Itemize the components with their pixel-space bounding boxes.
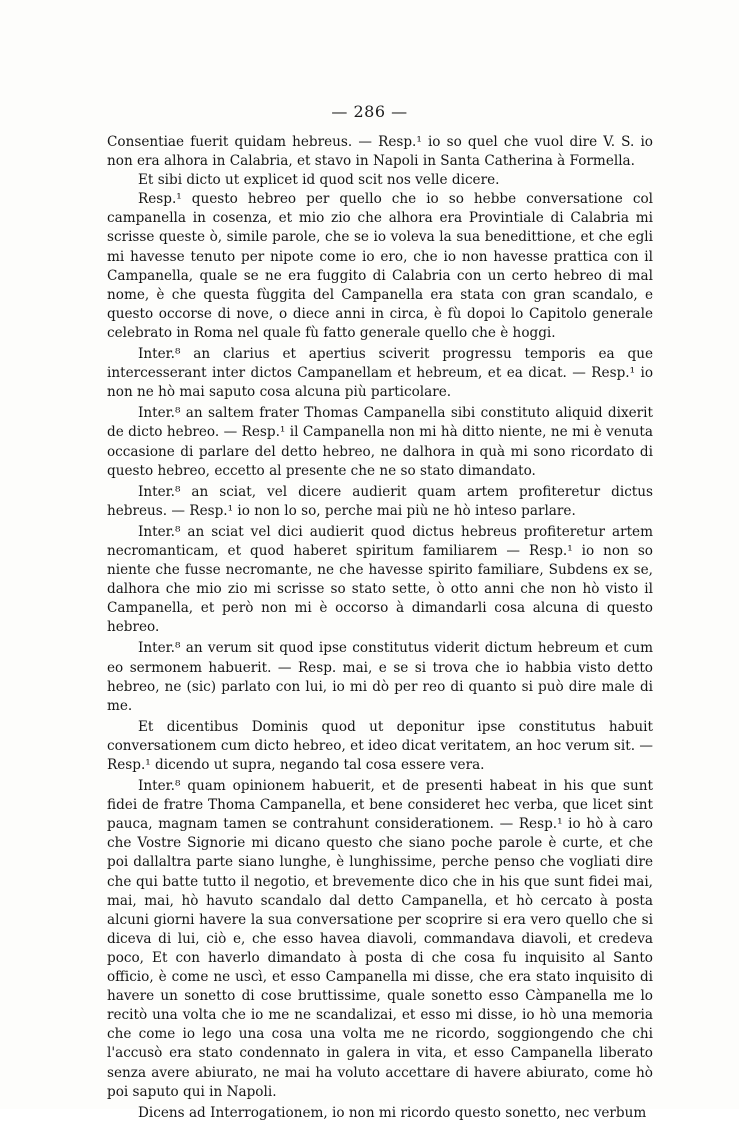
page-number: — 286 — [331,102,408,121]
paragraph-3: Resp.¹ questo hebreo per quello che io so hebbe conversatione col campanella in cosenza, et mio zio che alhora era Provintiale di Calabria mi scrisse queste ò, simile parole, che se io voleva la sua benedittione, et che egli mi havesse tenuto per nipote come io ero, che io non havesse prattica con il Campanella, quale se ne era fuggito di Calabria con un certo hebreo di mal nome, è che questa fùggita del Campanella era stata con gran scandalo, e questo occorse di nove, o diece anni in circa, è fù dopoi lo Capitolo generale celebrato in Roma nel quale fù fatto generale quello che è hoggi. [107,191,653,341]
paragraph-9: Et dicentibus Dominis quod ut deponitur ipse constitutus habuit conversationem cum dicto hebreo, et ideo dicat veritatem, an hoc verum sit. — Resp.¹ dicendo ut supra, negando tal cosa essere vera. [107,718,653,773]
body-text [107,133,653,1123]
paragraph-11: Dicens ad Interrogationem, io non mi ricordo questo sonetto, nec verbum [138,1104,647,1121]
paragraph-1: Consentiae fuerit quidam hebreus. — Resp.¹ io so quel che vuol dire V. S. io non era alhora in Calabria, et stavo in Napoli in Santa Catherina à Formella. [107,134,653,170]
paragraph-8: Inter.⁸ an verum sit quod ipse constitutus viderit dictum hebreum et cum eo sermonem habuerit. — Resp. mai, e se si trova che io habbia visto detto hebreo, ne (sic) parlato con lui, io mi dò per reo di quanto si può dire male di me. [107,640,653,714]
paragraph-10: Inter.⁸ quam opinionem habuerit, et de presenti habeat in his que sunt fidei de fratre Thoma Campanella, et bene consideret hec verba, que licet sint pauca, magnam tamen se contrahunt considerationem. — Resp.¹ io hò à caro che Vostre Signorie mi dicano questo che siano poche parole è curte, et che poi dallaltra parte siano lunghe, è lunghissime, perche penso che vogliati dire che qui batte tutto il negotio, et brevemente dico che in his que sunt fidei mai, mai, mai, hò havuto scandalo dal detto Campanella, et hò cercato à posta alcuni giorni havere la sua conversatione per scoprire si era vero quello che si diceva di lui, ciò e, che esso havea diavoli, commandava diavoli, et credeva poco, Et con haverlo dimandato à posta di che cosa fu inquisito al Santo officio, è come ne uscì, et esso Campanella mi disse, che era stato inquisito di havere un sonetto di cose bruttissime, quale sonetto esso Càmpanella me lo recitò una volta che io me ne scandalizai, et esso mi disse, io hò una memoria che come io lego una cosa una volta me ne ricordo, soggiongendo che chi l'accusò era stato condennato in galera in vita, et esso Campanella liberato senza avere abiurato, ne mai ha voluto accettare di havere abiurato, come hò poi saputo qui in Napoli. [107,778,653,1100]
paragraph-7: Inter.⁸ an sciat vel dici audierit quod dictus hebreus profiteretur artem necromanticam, et quod haberet spiritum familiarem — Resp.¹ io non so niente che fusse necromante, ne che havesse spirito familiare, Subdens ex se, dalhora che mio zio mi scrisse so stato sette, ò otto anni che non hò visto il Campanella, et però non mi è occorso à dimandarli cosa alcuna di questo hebreo. [107,523,653,636]
paragraph-5: Inter.⁸ an saltem frater Thomas Campanella sibi constituto aliquid dixerit de dicto hebreo. — Resp.¹ il Campanella non mi hà ditto niente, ne mi è venuta occasione di parlare del detto hebreo, ne dalhora in quà mi sono ricordato di questo hebreo, eccetto al presente che ne so stato dimandato. [107,405,653,479]
paragraph-6: Inter.⁸ an sciat, vel dicere audierit quam artem profiteretur dictus hebreus. — Resp.¹ io non lo so, perche mai più ne hò inteso parlare. [107,483,653,519]
paragraph-4: Inter.⁸ an clarius et apertius sciverit progressu temporis ea que intercesserant inter dictos Campanellam et hebreum, et ea dicat. — Resp.¹ io non ne hò mai saputo cosa alcuna più particolare. [107,346,653,401]
paragraph-2: Et sibi dicto ut explicet id quod scit nos velle dicere. [138,172,500,189]
